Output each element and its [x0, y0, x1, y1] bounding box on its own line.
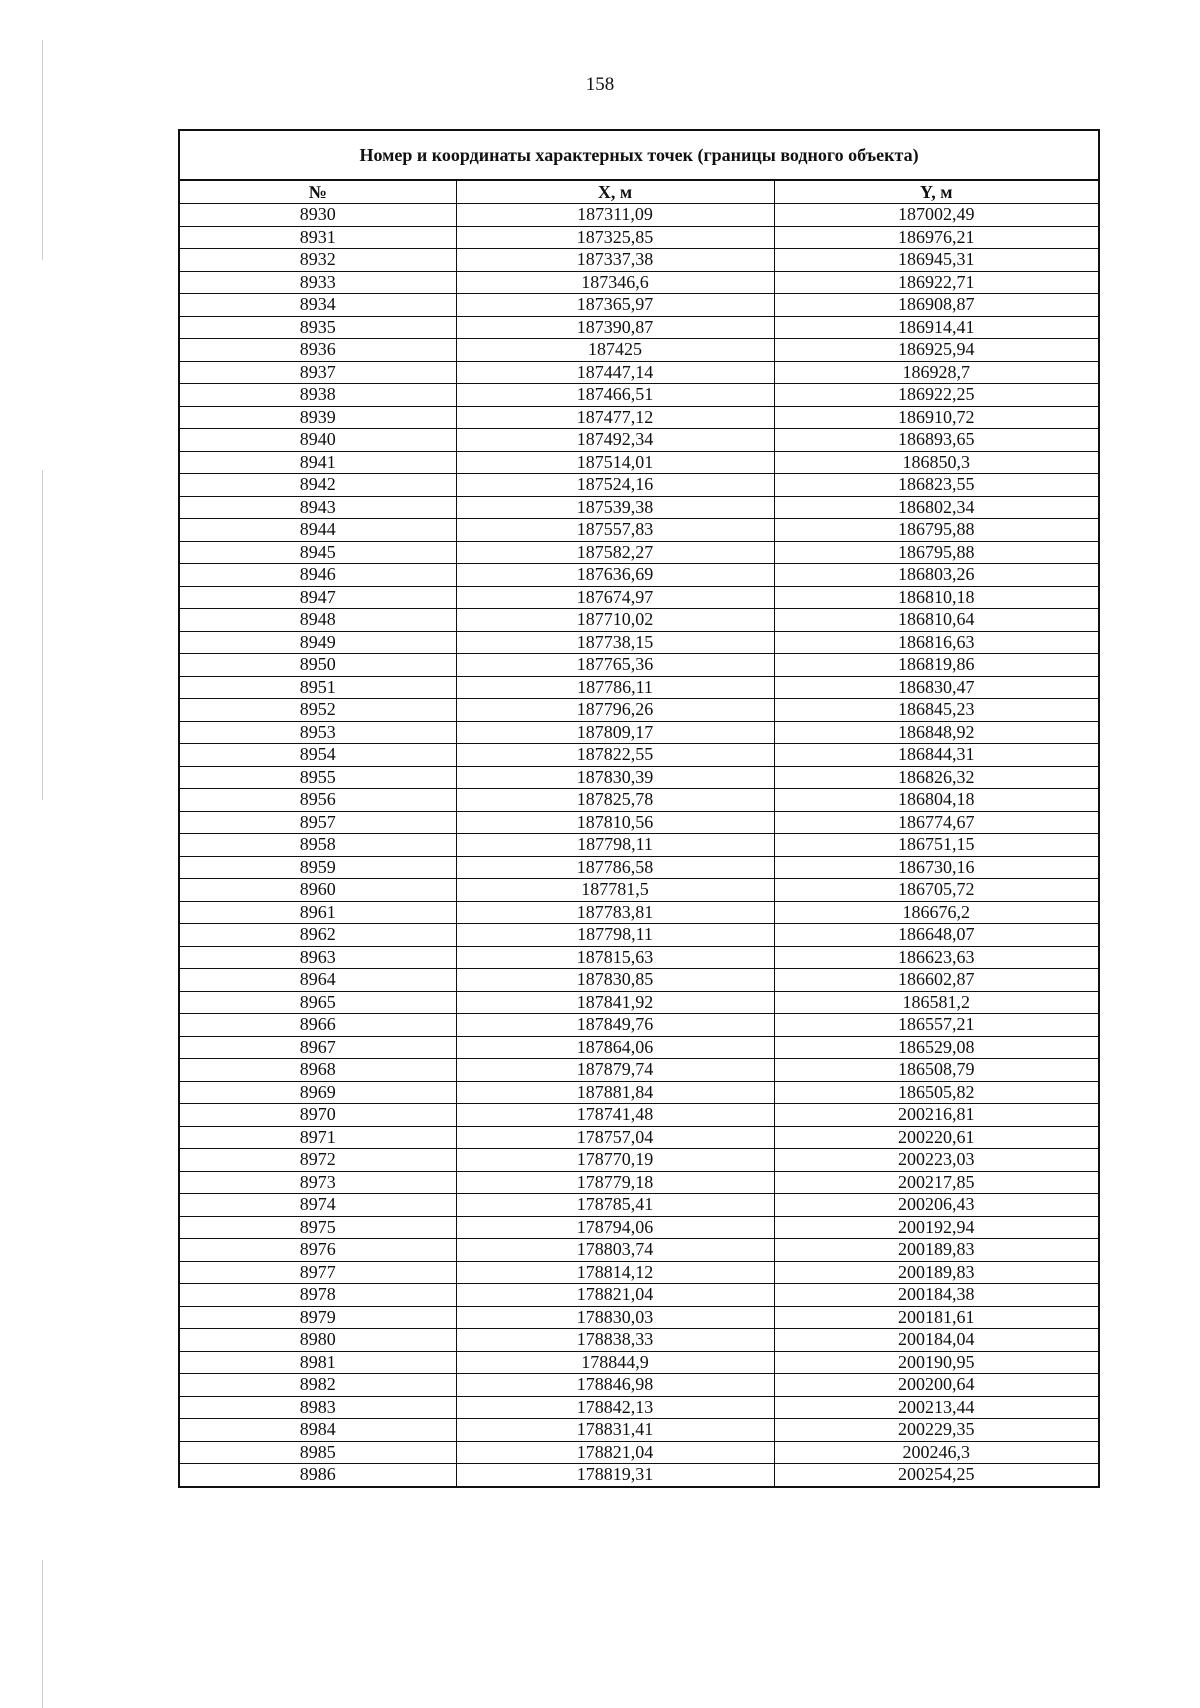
cell-x: 187830,39	[456, 766, 774, 789]
cell-y: 186557,21	[774, 1014, 1099, 1037]
cell-x: 187710,02	[456, 609, 774, 632]
cell-y: 200213,44	[774, 1396, 1099, 1419]
cell-y: 186676,2	[774, 901, 1099, 924]
cell-y: 186922,71	[774, 271, 1099, 294]
cell-y: 186850,3	[774, 451, 1099, 474]
cell-y: 186976,21	[774, 226, 1099, 249]
cell-x: 187311,09	[456, 204, 774, 227]
cell-number: 8966	[179, 1014, 456, 1037]
cell-number: 8944	[179, 519, 456, 542]
cell-y: 186730,16	[774, 856, 1099, 879]
cell-x: 178846,98	[456, 1374, 774, 1397]
table-row	[179, 339, 1099, 362]
cell-x: 178821,04	[456, 1284, 774, 1307]
cell-x: 187425	[456, 339, 774, 362]
cell-x: 187557,83	[456, 519, 774, 542]
cell-x: 178814,12	[456, 1261, 774, 1284]
table-row	[179, 249, 1099, 272]
cell-number: 8969	[179, 1081, 456, 1104]
cell-number: 8932	[179, 249, 456, 272]
cell-x: 187365,97	[456, 294, 774, 317]
cell-y: 200206,43	[774, 1194, 1099, 1217]
table-row	[179, 1374, 1099, 1397]
cell-x: 178838,33	[456, 1329, 774, 1352]
cell-y: 186774,67	[774, 811, 1099, 834]
cell-y: 186802,34	[774, 496, 1099, 519]
cell-y: 186602,87	[774, 969, 1099, 992]
cell-number: 8984	[179, 1419, 456, 1442]
cell-y: 186819,86	[774, 654, 1099, 677]
table-row	[179, 631, 1099, 654]
cell-number: 8934	[179, 294, 456, 317]
table-row	[179, 1171, 1099, 1194]
cell-y: 186529,08	[774, 1036, 1099, 1059]
coordinates-table-container	[178, 129, 1098, 1488]
cell-number: 8957	[179, 811, 456, 834]
cell-number: 8970	[179, 1104, 456, 1127]
cell-y: 186810,18	[774, 586, 1099, 609]
cell-x: 187825,78	[456, 789, 774, 812]
cell-number: 8968	[179, 1059, 456, 1082]
cell-y: 186893,65	[774, 429, 1099, 452]
header-y: Y, м	[774, 180, 1099, 204]
cell-number: 8963	[179, 946, 456, 969]
cell-x: 187582,27	[456, 541, 774, 564]
cell-number: 8974	[179, 1194, 456, 1217]
table-row	[179, 406, 1099, 429]
table-row	[179, 474, 1099, 497]
cell-y: 186623,63	[774, 946, 1099, 969]
table-row	[179, 834, 1099, 857]
cell-x: 178821,04	[456, 1441, 774, 1464]
table-row	[179, 1194, 1099, 1217]
cell-y: 186914,41	[774, 316, 1099, 339]
cell-number: 8956	[179, 789, 456, 812]
table-row	[179, 1261, 1099, 1284]
cell-number: 8933	[179, 271, 456, 294]
cell-number: 8949	[179, 631, 456, 654]
cell-number: 8986	[179, 1464, 456, 1487]
cell-x: 187879,74	[456, 1059, 774, 1082]
cell-y: 186826,32	[774, 766, 1099, 789]
cell-x: 187636,69	[456, 564, 774, 587]
table-row	[179, 1464, 1099, 1487]
cell-y: 200220,61	[774, 1126, 1099, 1149]
cell-y: 200216,81	[774, 1104, 1099, 1127]
cell-x: 187447,14	[456, 361, 774, 384]
scan-margin-line	[42, 1560, 43, 1708]
table-row	[179, 1126, 1099, 1149]
cell-y: 186908,87	[774, 294, 1099, 317]
cell-number: 8945	[179, 541, 456, 564]
cell-x: 187477,12	[456, 406, 774, 429]
cell-number: 8972	[179, 1149, 456, 1172]
cell-number: 8948	[179, 609, 456, 632]
cell-number: 8959	[179, 856, 456, 879]
cell-number: 8978	[179, 1284, 456, 1307]
cell-y: 186810,64	[774, 609, 1099, 632]
table-body	[179, 204, 1099, 1487]
table-row	[179, 451, 1099, 474]
cell-y: 186803,26	[774, 564, 1099, 587]
cell-x: 178770,19	[456, 1149, 774, 1172]
cell-number: 8973	[179, 1171, 456, 1194]
cell-x: 178819,31	[456, 1464, 774, 1487]
table-row	[179, 924, 1099, 947]
cell-x: 178785,41	[456, 1194, 774, 1217]
cell-x: 187786,11	[456, 676, 774, 699]
cell-number: 8964	[179, 969, 456, 992]
cell-x: 187765,36	[456, 654, 774, 677]
cell-x: 187810,56	[456, 811, 774, 834]
table-title: Номер и координаты характерных точек (границы водного объекта)	[179, 130, 1099, 180]
cell-number: 8979	[179, 1306, 456, 1329]
cell-number: 8951	[179, 676, 456, 699]
cell-number: 8976	[179, 1239, 456, 1262]
cell-x: 187524,16	[456, 474, 774, 497]
cell-y: 200254,25	[774, 1464, 1099, 1487]
cell-x: 178779,18	[456, 1171, 774, 1194]
table-row	[179, 744, 1099, 767]
cell-y: 186705,72	[774, 879, 1099, 902]
table-row	[179, 946, 1099, 969]
table-row	[179, 1014, 1099, 1037]
cell-y: 186816,63	[774, 631, 1099, 654]
header-number: №	[179, 180, 456, 204]
cell-y: 200217,85	[774, 1171, 1099, 1194]
scan-margin-line	[42, 40, 43, 260]
table-row	[179, 1306, 1099, 1329]
cell-x: 178757,04	[456, 1126, 774, 1149]
cell-x: 187346,6	[456, 271, 774, 294]
cell-y: 186945,31	[774, 249, 1099, 272]
cell-x: 178741,48	[456, 1104, 774, 1127]
cell-x: 187492,34	[456, 429, 774, 452]
cell-x: 178831,41	[456, 1419, 774, 1442]
cell-y: 186804,18	[774, 789, 1099, 812]
table-row	[179, 384, 1099, 407]
cell-y: 186925,94	[774, 339, 1099, 362]
table-row	[179, 294, 1099, 317]
cell-x: 187815,63	[456, 946, 774, 969]
cell-number: 8942	[179, 474, 456, 497]
cell-x: 178803,74	[456, 1239, 774, 1262]
table-row	[179, 789, 1099, 812]
table-row	[179, 1059, 1099, 1082]
cell-number: 8983	[179, 1396, 456, 1419]
cell-y: 186922,25	[774, 384, 1099, 407]
table-row	[179, 361, 1099, 384]
cell-x: 187466,51	[456, 384, 774, 407]
cell-y: 186751,15	[774, 834, 1099, 857]
cell-y: 200184,38	[774, 1284, 1099, 1307]
cell-x: 187738,15	[456, 631, 774, 654]
cell-x: 187830,85	[456, 969, 774, 992]
table-row	[179, 429, 1099, 452]
cell-number: 8982	[179, 1374, 456, 1397]
cell-y: 200223,03	[774, 1149, 1099, 1172]
table-row	[179, 699, 1099, 722]
cell-y: 187002,49	[774, 204, 1099, 227]
cell-y: 200200,64	[774, 1374, 1099, 1397]
cell-y: 200189,83	[774, 1239, 1099, 1262]
cell-y: 186508,79	[774, 1059, 1099, 1082]
table-row	[179, 1081, 1099, 1104]
cell-y: 186844,31	[774, 744, 1099, 767]
table-row	[179, 1441, 1099, 1464]
table-row	[179, 1149, 1099, 1172]
cell-number: 8960	[179, 879, 456, 902]
table-row	[179, 856, 1099, 879]
cell-x: 187809,17	[456, 721, 774, 744]
cell-x: 187325,85	[456, 226, 774, 249]
cell-number: 8941	[179, 451, 456, 474]
table-row	[179, 541, 1099, 564]
cell-number: 8931	[179, 226, 456, 249]
scan-margin-line	[42, 470, 43, 800]
table-row	[179, 204, 1099, 227]
table-row	[179, 586, 1099, 609]
cell-x: 178830,03	[456, 1306, 774, 1329]
cell-y: 200246,3	[774, 1441, 1099, 1464]
table-row	[179, 721, 1099, 744]
cell-x: 187849,76	[456, 1014, 774, 1037]
cell-number: 8935	[179, 316, 456, 339]
table-row	[179, 1329, 1099, 1352]
table-row	[179, 879, 1099, 902]
cell-x: 187539,38	[456, 496, 774, 519]
cell-y: 186848,92	[774, 721, 1099, 744]
cell-number: 8985	[179, 1441, 456, 1464]
cell-y: 186823,55	[774, 474, 1099, 497]
table-row	[179, 1396, 1099, 1419]
cell-x: 178794,06	[456, 1216, 774, 1239]
cell-number: 8939	[179, 406, 456, 429]
cell-y: 200229,35	[774, 1419, 1099, 1442]
page-number: 158	[585, 74, 615, 95]
cell-number: 8950	[179, 654, 456, 677]
table-header-row	[179, 180, 1099, 204]
cell-number: 8943	[179, 496, 456, 519]
cell-number: 8930	[179, 204, 456, 227]
cell-y: 200184,04	[774, 1329, 1099, 1352]
cell-number: 8937	[179, 361, 456, 384]
table-row	[179, 1284, 1099, 1307]
cell-y: 186648,07	[774, 924, 1099, 947]
cell-x: 187783,81	[456, 901, 774, 924]
cell-y: 186830,47	[774, 676, 1099, 699]
table-row	[179, 1036, 1099, 1059]
cell-number: 8981	[179, 1351, 456, 1374]
cell-y: 186928,7	[774, 361, 1099, 384]
coordinates-table	[178, 129, 1100, 1488]
cell-number: 8952	[179, 699, 456, 722]
cell-number: 8977	[179, 1261, 456, 1284]
table-row	[179, 969, 1099, 992]
cell-number: 8940	[179, 429, 456, 452]
cell-number: 8955	[179, 766, 456, 789]
cell-x: 187390,87	[456, 316, 774, 339]
cell-y: 200192,94	[774, 1216, 1099, 1239]
table-row	[179, 811, 1099, 834]
cell-x: 187796,26	[456, 699, 774, 722]
cell-x: 187841,92	[456, 991, 774, 1014]
table-row	[179, 1419, 1099, 1442]
cell-number: 8954	[179, 744, 456, 767]
cell-number: 8962	[179, 924, 456, 947]
cell-number: 8938	[179, 384, 456, 407]
cell-number: 8980	[179, 1329, 456, 1352]
table-row	[179, 991, 1099, 1014]
table-row	[179, 564, 1099, 587]
cell-x: 187786,58	[456, 856, 774, 879]
table-row	[179, 1216, 1099, 1239]
table-row	[179, 496, 1099, 519]
cell-number: 8975	[179, 1216, 456, 1239]
table-row	[179, 316, 1099, 339]
table-row	[179, 654, 1099, 677]
header-x: X, м	[456, 180, 774, 204]
cell-y: 200190,95	[774, 1351, 1099, 1374]
cell-number: 8967	[179, 1036, 456, 1059]
cell-x: 187514,01	[456, 451, 774, 474]
cell-x: 187674,97	[456, 586, 774, 609]
cell-number: 8961	[179, 901, 456, 924]
cell-number: 8947	[179, 586, 456, 609]
table-row	[179, 519, 1099, 542]
cell-number: 8971	[179, 1126, 456, 1149]
table-row	[179, 1351, 1099, 1374]
table-row	[179, 766, 1099, 789]
cell-x: 187798,11	[456, 834, 774, 857]
table-row	[179, 1104, 1099, 1127]
cell-y: 200189,83	[774, 1261, 1099, 1284]
cell-x: 187781,5	[456, 879, 774, 902]
cell-y: 186795,88	[774, 519, 1099, 542]
cell-x: 178844,9	[456, 1351, 774, 1374]
table-row	[179, 271, 1099, 294]
cell-x: 187822,55	[456, 744, 774, 767]
table-row	[179, 226, 1099, 249]
table-row	[179, 609, 1099, 632]
table-row	[179, 676, 1099, 699]
cell-number: 8936	[179, 339, 456, 362]
cell-number: 8953	[179, 721, 456, 744]
cell-x: 187881,84	[456, 1081, 774, 1104]
cell-number: 8946	[179, 564, 456, 587]
cell-x: 187798,11	[456, 924, 774, 947]
table-row	[179, 901, 1099, 924]
cell-number: 8965	[179, 991, 456, 1014]
cell-x: 187337,38	[456, 249, 774, 272]
cell-y: 186845,23	[774, 699, 1099, 722]
cell-y: 200181,61	[774, 1306, 1099, 1329]
cell-y: 186910,72	[774, 406, 1099, 429]
cell-x: 178842,13	[456, 1396, 774, 1419]
cell-y: 186795,88	[774, 541, 1099, 564]
cell-x: 187864,06	[456, 1036, 774, 1059]
cell-number: 8958	[179, 834, 456, 857]
table-row	[179, 1239, 1099, 1262]
cell-y: 186505,82	[774, 1081, 1099, 1104]
table-title-row	[179, 130, 1099, 180]
cell-y: 186581,2	[774, 991, 1099, 1014]
